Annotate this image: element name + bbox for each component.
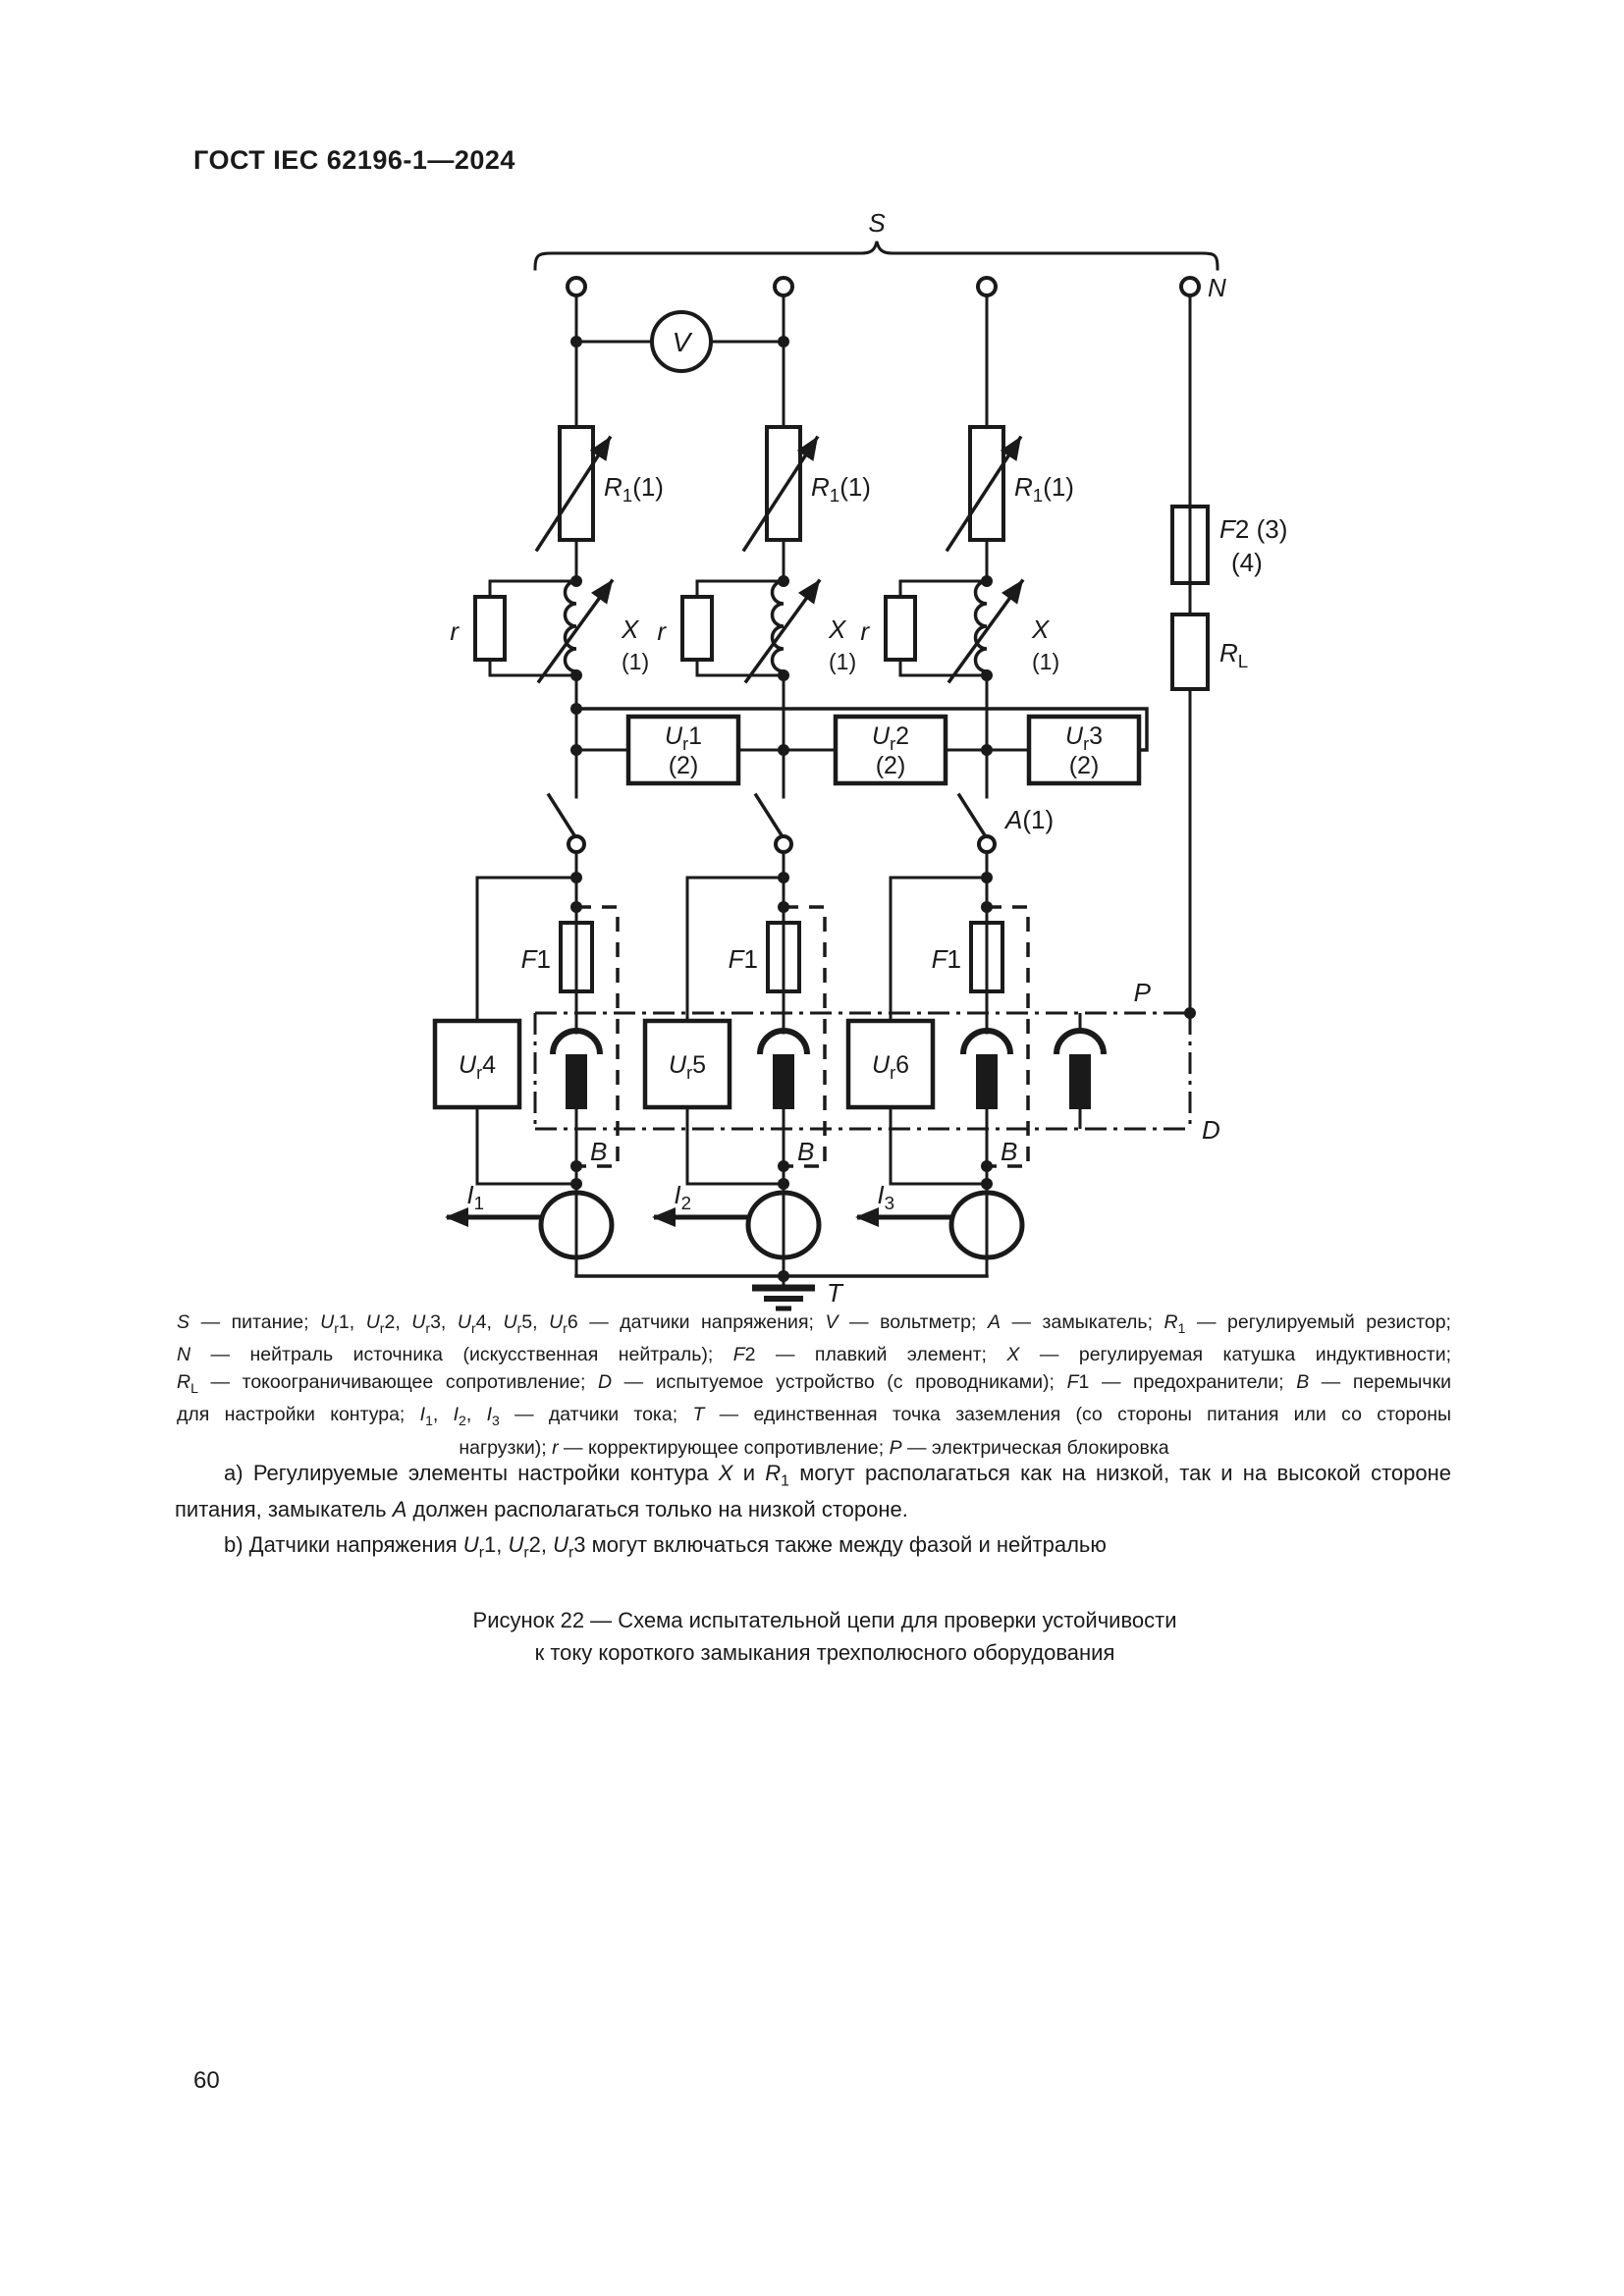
svg-text:Ur5: $U_r5$ [669, 1051, 706, 1083]
svg-text:F1: F1 [520, 944, 551, 974]
resistor-r [682, 597, 712, 660]
terminal-l3 [978, 278, 996, 295]
svg-text:Ur2: $U_r2$ [872, 722, 909, 754]
voltage-sensor-ur1 [628, 717, 738, 783]
current-sensor-i2 [654, 1180, 819, 1257]
resistor-r1-l3 [947, 427, 1074, 550]
svg-text:(2): (2) [1068, 752, 1100, 779]
legend-line: N — нейтраль источника (искусственная нейтраль); F2 — плавкий элемент; X — регулируемая катушка индуктивности; [177, 1344, 1452, 1366]
svg-text:Ur4: $U_r4$ [459, 1051, 496, 1083]
svg-text:(2): (2) [875, 752, 906, 779]
figure-legend [177, 1309, 1451, 1462]
terminal-n [1181, 278, 1199, 295]
rx-block-l3 [860, 575, 1059, 681]
voltmeter-label: V [672, 327, 691, 357]
supply-terminals [568, 273, 1226, 302]
interlock-p-label: P [1133, 978, 1151, 1007]
inductor-x-coil [566, 581, 577, 671]
voltage-sensor-ur4 [435, 1021, 582, 1190]
contact-pilot [1056, 1013, 1104, 1129]
terminal-l1 [568, 278, 585, 295]
fuse-f1-l2 [729, 923, 799, 991]
current-sensor-i3 [857, 1180, 1022, 1257]
resistor-r-label: r [450, 616, 459, 646]
neutral-branch [1172, 295, 1287, 1019]
voltage-sensor-ur2 [836, 717, 946, 783]
voltage-sensor-ur3 [1029, 717, 1139, 783]
earth-t-label: T [827, 1278, 842, 1308]
current-sensor-i1 [447, 1180, 612, 1257]
rx-block-l1 [450, 575, 649, 681]
note-a: a) Регулируемые элементы настройки контура X и $R_1$ могут располагаться как на низкой, так и на высокой стороне питания, замыкатель A должен располагаться только на низкой стороне. [175, 1461, 1451, 1522]
switch-a-label: A(1) [1005, 805, 1055, 834]
legend-line: для настройки контура; $I_1$, $I_2$, $I_3$ — датчики тока; T — единственная точка заземления (со стороны питания или со стороны [177, 1404, 1452, 1429]
resistor-r-label: r [657, 616, 666, 646]
svg-text:I3: $I_3$ [877, 1180, 894, 1213]
jumper-b-label: B [797, 1137, 815, 1166]
svg-text:R1(1): $R_1(1)$ [811, 472, 871, 506]
switch-a [959, 795, 1054, 852]
svg-text:F2 (3): F2 (3) [1219, 514, 1288, 544]
earth-point [576, 1270, 987, 1308]
rx-block-l2 [657, 575, 856, 681]
jumper-b-label: B [1001, 1137, 1018, 1166]
inductor-x-label: X [1032, 614, 1050, 644]
svg-text:(4): (4) [1231, 548, 1263, 577]
document-header: ГОСТ IEC 62196-1—2024 [193, 145, 515, 175]
svg-text:(1): (1) [622, 649, 650, 674]
resistor-r-label: r [860, 616, 869, 646]
inductor-x-coil [976, 581, 988, 671]
inductor-x-label: X [829, 614, 846, 644]
resistor-r [475, 597, 505, 660]
figure-notes [175, 1459, 1451, 1575]
inductor-x-coil [773, 581, 785, 671]
svg-text:(2): (2) [668, 752, 699, 779]
contact-l1 [553, 1031, 600, 1109]
contact-l3 [963, 1031, 1010, 1109]
resistor-r [886, 597, 915, 660]
contact-l2 [760, 1031, 807, 1109]
voltmeter [570, 312, 789, 371]
note-b: b) Датчики напряжения $U_r1$, $U_r2$, $U_r3$ могут включаться также между фазой и нейтралью [224, 1532, 1107, 1562]
neutral-label: N [1208, 273, 1226, 302]
dut-d-label: D [1202, 1115, 1220, 1145]
terminal-l2 [775, 278, 792, 295]
legend-line: $R_L$ — токоограничивающее сопротивление; D — испытуемое устройство (с проводниками); F1 — предохранители; B — перемычки [177, 1370, 1452, 1396]
voltage-sensor-ur5 [645, 1021, 789, 1190]
svg-text:(1): (1) [1032, 649, 1060, 674]
svg-text:R1(1): $R_1(1)$ [604, 472, 664, 506]
inductor-x-label: X [622, 614, 639, 644]
svg-text:F1: F1 [728, 944, 758, 974]
figure-caption: Рисунок 22 — Схема испытательной цепи для проверки устойчивости к току короткого замыкания трехполюсного оборудования [472, 1608, 1177, 1665]
resistor-r1-l1 [537, 427, 664, 550]
svg-text:Ur3: $U_r3$ [1065, 722, 1103, 754]
svg-text:R1(1): $R_1(1)$ [1014, 472, 1074, 506]
fuse-f1-l3 [932, 923, 1002, 991]
svg-text:(1): (1) [829, 649, 857, 674]
fuse-f1-l1 [521, 923, 592, 991]
page-number: 60 [193, 2067, 220, 2094]
svg-text:Ur6: $U_r6$ [872, 1051, 909, 1083]
supply-label: S [868, 208, 886, 238]
resistor-rl [1172, 614, 1248, 689]
switch-l2 [756, 795, 791, 852]
voltage-sensor-ur6 [848, 1021, 993, 1190]
svg-text:F1: F1 [931, 944, 961, 974]
svg-text:Ur1: $U_r1$ [665, 722, 702, 754]
svg-text:I1: $I_1$ [466, 1180, 484, 1213]
jumper-b-label: B [590, 1137, 608, 1166]
voltage-sensor-bus [570, 703, 1147, 783]
legend-line: S — питание; $U_r1$, $U_r2$, $U_r3$, $U_r4$, $U_r5$, $U_r6$ — датчики напряжения; V — вольтметр; A — замыкатель; $R_1$ — регулируемый резистор; [177, 1311, 1451, 1336]
fuse-f2 [1172, 507, 1287, 583]
svg-text:I2: $I_2$ [674, 1180, 691, 1213]
switch-l1 [549, 795, 584, 852]
supply-brace [535, 208, 1218, 269]
svg-text:RL: $R_L$ [1219, 638, 1249, 671]
resistor-r1-l2 [744, 427, 871, 550]
legend-line: нагрузки); r — корректирующее сопротивление; P — электрическая блокировка [459, 1436, 1169, 1459]
